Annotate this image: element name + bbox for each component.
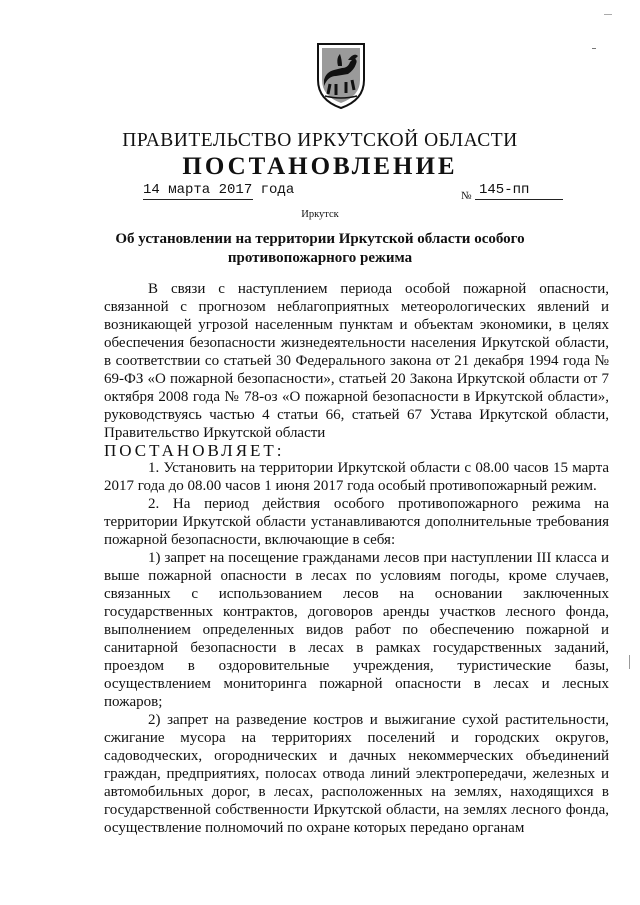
document-title: Об установлении на территории Иркутской области особого противопожарного режима bbox=[115, 231, 525, 266]
scan-mark bbox=[629, 655, 630, 669]
subitem-1-paragraph: 1) запрет на посещение гражданами лесов при наступлении III класса и выше пожарной опасности в лесах по условиям погоды, кроме случаев, связанных с использованием лесов на основании заключенных государственных контрактов, договоров аренды участков лесного фонда, выполнением определенных видов работ по обеспечению пожарной и санитарной безопасности в лесах в рамках государственных заданий, проездом в оздоровительные учреждения, туристические базы, осуществлением мониторинга пожарной опасности в лесах и лесных пожаров; bbox=[104, 550, 609, 710]
document-body bbox=[104, 280, 609, 837]
document-type: ПОСТАНОВЛЕНИЕ bbox=[182, 153, 458, 180]
item-1-paragraph: 1. Установить на территории Иркутской области с 08.00 часов 15 марта 2017 года до 08.00 часов 1 июня 2017 года особый противопожарный режим. bbox=[104, 460, 609, 494]
scan-mark bbox=[604, 10, 612, 15]
document-date: 14 марта 2017 года bbox=[143, 182, 295, 198]
document-city: Иркутск bbox=[301, 209, 339, 220]
resolves-heading: ПОСТАНОВЛЯЕТ: bbox=[104, 441, 285, 460]
item-2-paragraph: 2. На период действия особого противопожарного режима на территории Иркутской области устанавливаются дополнительные требования пожарной безопасности, включающие в себя: bbox=[104, 496, 609, 548]
subitem-2-paragraph: 2) запрет на разведение костров и выжигание сухой растительности, сжигание мусора на территориях поселений и городских округов, садоводческих, огороднических и дачных некоммерческих объединений граждан, предприятиях, полосах отвода линий электропередачи, железных и автомобильных дорог, в лесах, расположенных на землях, находящихся в государственной собственности Иркутской области, на землях лесного фонда, осуществление полномочий по охране которых передано органам bbox=[104, 712, 609, 836]
document-number: 145-пп bbox=[475, 182, 563, 200]
number-sign: № bbox=[461, 190, 472, 202]
irkutsk-coat-of-arms-icon bbox=[314, 40, 368, 110]
government-name: ПРАВИТЕЛЬСТВО ИРКУТСКОЙ ОБЛАСТИ bbox=[122, 130, 518, 151]
preamble-paragraph: В связи с наступлением периода особой пожарной опасности, связанной с прогнозом неблагоприятных метеорологических явлений и возникающей угрозой населенным пунктам и объектам экономики, в целях обеспечения безопасности жизнедеятельности населения Иркутской области, в соответствии со статьей 30 Федерального закона от 21 декабря 1994 года № 69-ФЗ «О пожарной безопасности», статьей 20 Закона Иркутской области от 7 октября 2008 года № 78-оз «О пожарной безопасности в Иркутской области», руководствуясь частью 4 статьи 66, статьей 67 Устава Иркутской области, Правительство Иркутской области bbox=[104, 281, 609, 441]
scan-mark bbox=[592, 48, 596, 49]
